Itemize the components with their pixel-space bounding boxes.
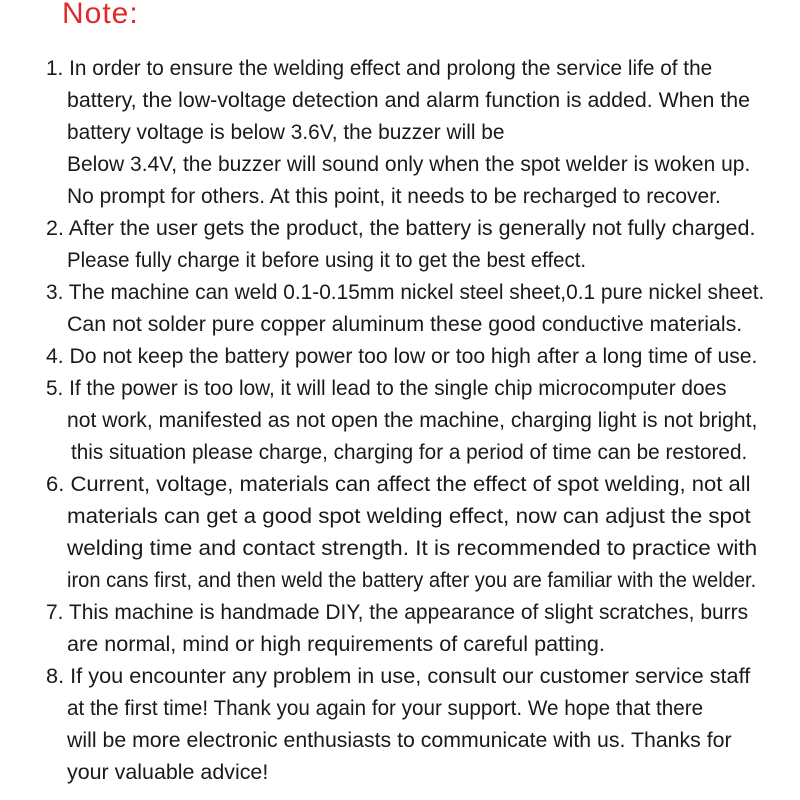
note-line: 8. If you encounter any problem in use, consult our customer service staff	[46, 665, 751, 688]
note-line: Can not solder pure copper aluminum these good conductive materials.	[67, 313, 743, 336]
note-line: are normal, mind or high requirements of careful patting.	[67, 633, 605, 656]
note-line: 6. Current, voltage, materials can affect the effect of spot welding, not all	[46, 473, 751, 496]
note-line: Please fully charge it before using it to get the best effect.	[67, 249, 587, 272]
note-line: battery voltage is below 3.6V, the buzzer will be	[67, 121, 505, 144]
note-line: 4. Do not keep the battery power too low or too high after a long time of use.	[46, 345, 758, 368]
note-line: this situation please charge, charging for a period of time can be restored.	[71, 441, 748, 464]
note-line: welding time and contact strength. It is recommended to practice with	[67, 537, 758, 560]
note-line: will be more electronic enthusiasts to communicate with us. Thanks for	[67, 729, 732, 752]
note-line: your valuable advice!	[67, 761, 269, 784]
note-line: 1. In order to ensure the welding effect and prolong the service life of the	[46, 57, 713, 80]
note-line: 5. If the power is too low, it will lead to the single chip microcomputer does	[46, 377, 727, 400]
note-line: 2. After the user gets the product, the battery is generally not fully charged.	[46, 217, 756, 240]
note-line: 3. The machine can weld 0.1-0.15mm nickel steel sheet,0.1 pure nickel sheet.	[46, 281, 765, 304]
note-line: iron cans first, and then weld the battery after you are familiar with the welder.	[67, 569, 757, 592]
note-line: No prompt for others. At this point, it needs to be recharged to recover.	[67, 185, 721, 208]
note-line: not work, manifested as not open the machine, charging light is not bright,	[67, 409, 758, 432]
note-line: Below 3.4V, the buzzer will sound only when the spot welder is woken up.	[67, 153, 751, 176]
note-line: battery, the low-voltage detection and alarm function is added. When the	[67, 89, 751, 112]
note-title: Note:	[62, 0, 139, 30]
note-line: materials can get a good spot welding effect, now can adjust the spot	[67, 505, 751, 528]
note-line: 7. This machine is handmade DIY, the appearance of slight scratches, burrs	[46, 601, 749, 624]
note-line: at the first time! Thank you again for your support. We hope that there	[67, 697, 704, 720]
